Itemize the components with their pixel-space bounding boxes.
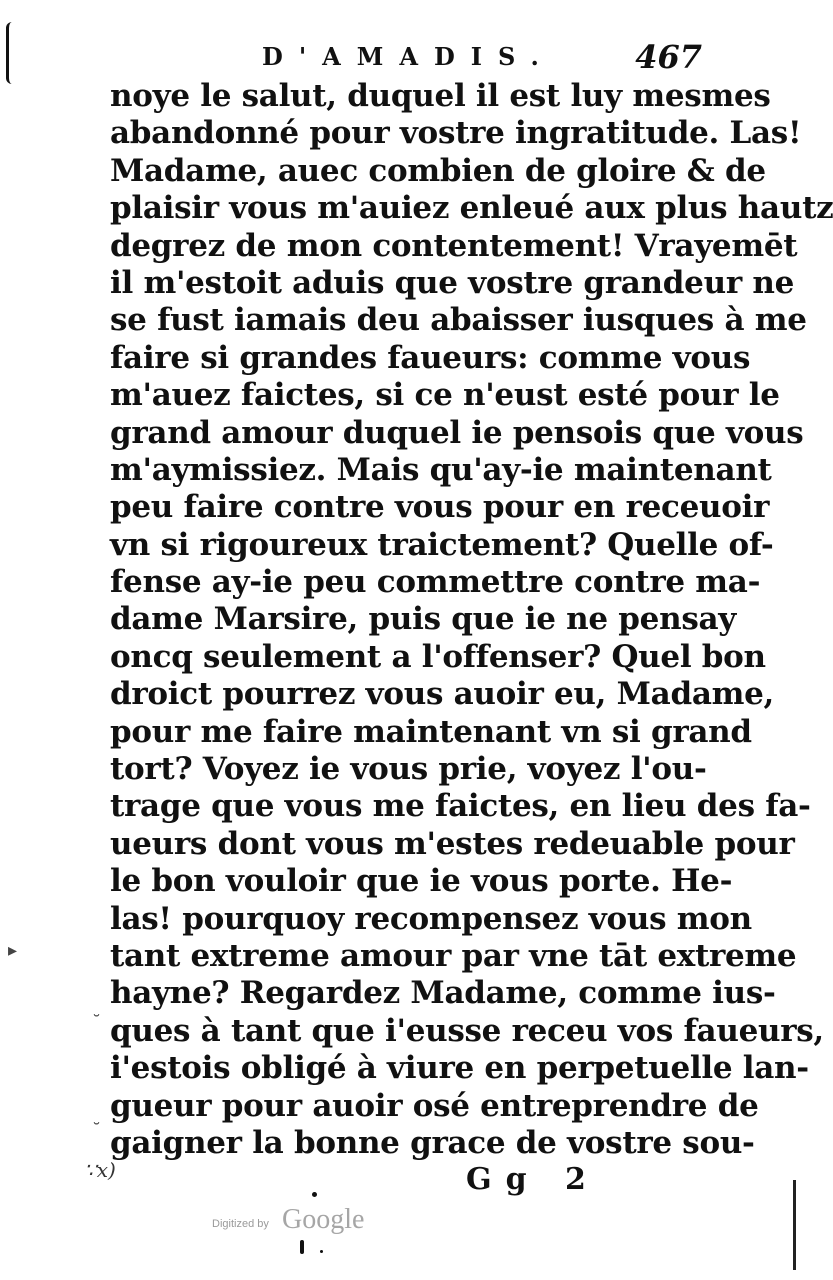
text-line: le bon vouloir que ie vous porte. He- bbox=[110, 863, 733, 900]
text-line: se fust iamais deu abaisser iusques à me bbox=[110, 302, 807, 339]
text-line: plaisir vous m'auiez enleué aux plus hautz bbox=[110, 190, 833, 227]
margin-tick-icon: ˘ bbox=[92, 1012, 101, 1033]
ink-mark bbox=[300, 1240, 304, 1254]
text-line: m'aymissiez. Mais qu'ay-ie maintenant bbox=[110, 451, 772, 488]
body-text bbox=[110, 78, 833, 1162]
text-line: i'estois obligé à viure en perpetuelle lan- bbox=[110, 1050, 809, 1087]
text-line: dame Marsire, puis que ie ne pensay bbox=[110, 601, 736, 638]
text-line: gueur pour auoir osé entreprendre de bbox=[110, 1087, 759, 1124]
text-line: tort? Voyez ie vous prie, voyez l'ou- bbox=[110, 751, 707, 788]
text-line: trage que vous me faictes, en lieu des fa- bbox=[110, 788, 811, 825]
running-head: D'AMADIS. bbox=[262, 42, 555, 71]
page-number: 467 bbox=[635, 38, 702, 76]
ink-dot bbox=[312, 1192, 317, 1197]
margin-tick-icon: ▸ bbox=[8, 940, 18, 961]
text-line: fense ay-ie peu commettre contre ma- bbox=[110, 564, 761, 601]
text-line: vn si rigoureux traictement? Quelle of- bbox=[110, 526, 774, 563]
text-line: oncq seulement a l'offenser? Quel bon bbox=[110, 638, 766, 675]
page-edge bbox=[793, 1180, 796, 1270]
watermark-brand-text: Google bbox=[282, 1204, 365, 1235]
text-line: degrez de mon contentement! Vrayemēt bbox=[110, 227, 798, 264]
ink-dot bbox=[320, 1250, 323, 1253]
signature-mark: Gg 2 bbox=[466, 1162, 600, 1197]
text-line: gaigner la bonne grace de vostre sou- bbox=[110, 1124, 755, 1161]
text-line: tant extreme amour par vne tāt extreme bbox=[110, 937, 797, 974]
margin-tick-icon: ˘ bbox=[92, 1120, 101, 1141]
text-line: peu faire contre vous pour en receuoir bbox=[110, 489, 770, 526]
text-line: ques à tant que i'eusse receu vos faueurs, bbox=[110, 1012, 824, 1049]
text-line: abandonné pour vostre ingratitude. Las! bbox=[110, 115, 802, 152]
text-line: pour me faire maintenant vn si grand bbox=[110, 713, 752, 750]
margin-bracket bbox=[6, 22, 19, 84]
text-line: il m'estoit aduis que vostre grandeur ne bbox=[110, 264, 795, 301]
text-line: ueurs dont vous m'estes redeuable pour bbox=[110, 825, 795, 862]
text-line: droict pourrez vous auoir eu, Madame, bbox=[110, 676, 775, 713]
text-line: Madame, auec combien de gloire & de bbox=[110, 152, 766, 189]
text-line: faire si grandes faueurs: comme vous bbox=[110, 339, 751, 376]
watermark-small-text: Digitized by bbox=[212, 1218, 269, 1230]
text-line: noye le salut, duquel il est luy mesmes bbox=[110, 78, 771, 114]
page-header bbox=[262, 38, 702, 76]
text-line: hayne? Regardez Madame, comme ius- bbox=[110, 975, 776, 1012]
text-line: m'auez faictes, si ce n'eust esté pour le bbox=[110, 377, 780, 414]
text-line: las! pourquoy recompensez vous mon bbox=[110, 900, 752, 937]
margin-note: ∵x) bbox=[84, 1158, 116, 1182]
text-line: grand amour duquel ie pensois que vous bbox=[110, 414, 804, 451]
